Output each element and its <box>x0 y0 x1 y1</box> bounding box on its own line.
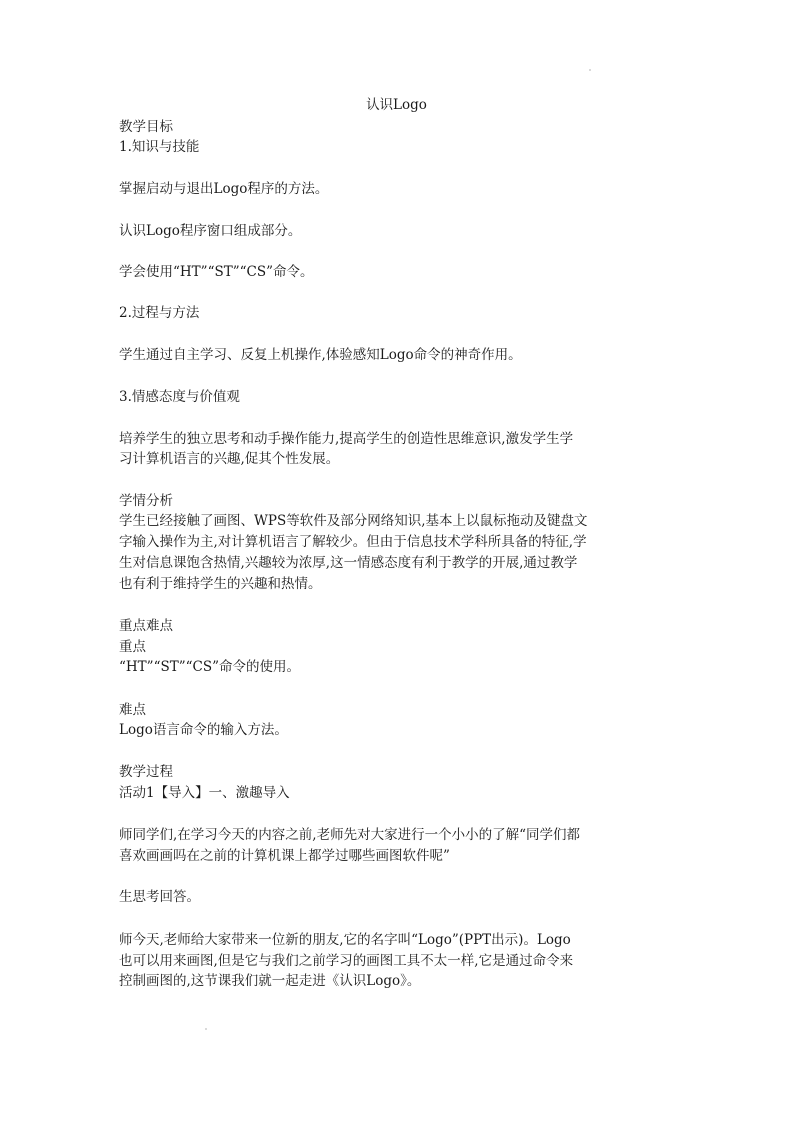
paragraph: “HT”“ST”“CS”命令的使用。 <box>119 659 301 675</box>
paragraph: 掌握启动与退出Logo程序的方法。 <box>119 181 329 197</box>
paragraph-line: 师今天,老师给大家带来一位新的朋友,它的名字叫“Logo”(PPT出示)。Logo <box>119 932 571 948</box>
paragraph: 认识Logo程序窗口组成部分。 <box>119 223 302 239</box>
heading-key-difficult-points: 重点难点 <box>119 618 173 634</box>
heading-teaching-goals: 教学目标 <box>119 119 173 135</box>
paragraph-line: 习计算机语言的兴趣,促其个性发展。 <box>119 451 340 467</box>
paragraph: 学会使用“HT”“ST”“CS”命令。 <box>119 264 314 280</box>
heading-teaching-process: 教学过程 <box>119 764 173 780</box>
paragraph-line: 学生已经接触了画图、WPS等软件及部分网络知识,基本上以鼠标拖动及键盘文 <box>119 513 588 529</box>
paragraph-line: 生对信息课饱含热情,兴趣较为浓厚,这一情感态度有利于教学的开展,通过教学 <box>119 555 578 571</box>
paragraph-line: 师同学们,在学习今天的内容之前,老师先对大家进行一个小小的了解“同学们都 <box>119 827 580 843</box>
subheading-attitudes-values: 3.情感态度与价值观 <box>119 389 240 405</box>
subheading-key-point: 重点 <box>119 639 146 655</box>
speck-mark <box>589 69 591 71</box>
document-title: 认识Logo <box>366 97 427 113</box>
paragraph: 学生通过自主学习、反复上机操作,体验感知Logo命令的神奇作用。 <box>119 347 522 363</box>
paragraph-line: 培养学生的独立思考和动手操作能力,提高学生的创造性思维意识,激发学生学 <box>119 431 574 447</box>
paragraph-line: 也可以用来画图,但是它与我们之前学习的画图工具不太一样,它是通过命令来 <box>119 953 574 969</box>
heading-learner-analysis: 学情分析 <box>119 493 173 509</box>
subheading-knowledge-skills: 1.知识与技能 <box>119 139 200 155</box>
paragraph-line: 字输入操作为主,对计算机语言了解较少。但由于信息技术学科所具备的特征,学 <box>119 534 587 550</box>
subheading-process-methods: 2.过程与方法 <box>119 305 200 321</box>
paragraph-line: 喜欢画画吗在之前的计算机课上都学过哪些画图软件呢” <box>119 848 450 864</box>
speck-mark <box>205 1028 207 1030</box>
subheading-difficult-point: 难点 <box>119 702 146 718</box>
paragraph: Logo语言命令的输入方法。 <box>119 722 288 738</box>
paragraph-line: 控制画图的,这节课我们就一起走进《认识Logo》。 <box>119 973 421 989</box>
paragraph-line: 也有利于维持学生的兴趣和热情。 <box>119 576 322 592</box>
subheading-activity-1: 活动1【导入】一、激趣导入 <box>119 785 290 801</box>
paragraph: 生思考回答。 <box>119 889 200 905</box>
